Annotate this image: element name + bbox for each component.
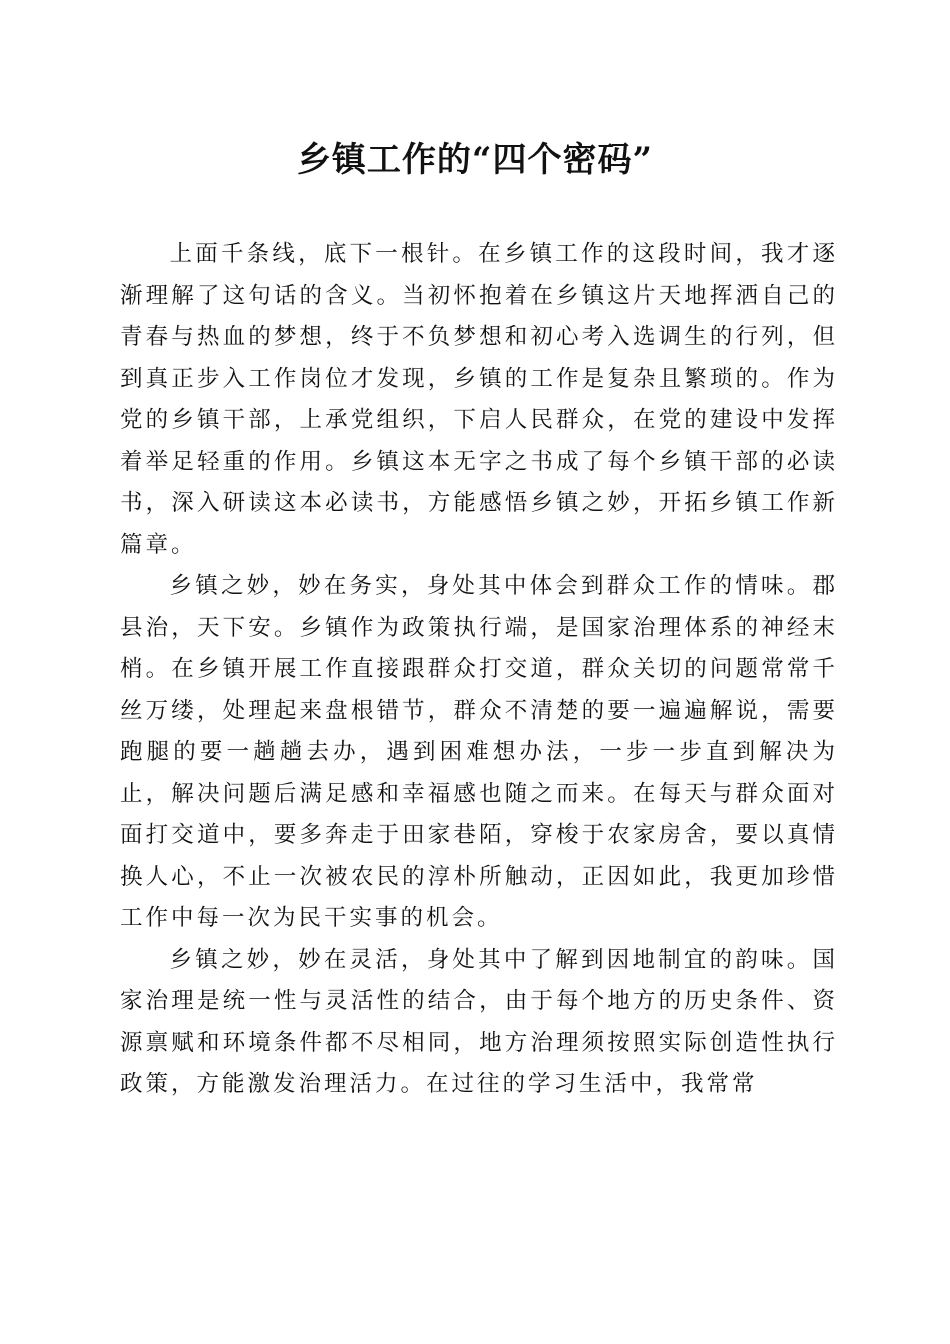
paragraph-1: 上面千条线，底下一根针。在乡镇工作的这段时间，我才逐渐理解了这句话的含义。当初怀抱着在乡镇这片天地挥洒自己的青春与热血的梦想，终于不负梦想和初心考入选调生的行列，但到真正步入工作岗位才发现，乡镇的工作是复杂且繁琐的。作为党的乡镇干部，上承党组织，下启人民群众，在党的建设中发挥着举足轻重的作用。乡镇这本无字之书成了每个乡镇干部的必读书，深入研读这本必读书，方能感悟乡镇之妙，开拓乡镇工作新篇章。 [120, 241, 838, 558]
paragraph-2: 乡镇之妙，妙在务实，身处其中体会到群众工作的情味。郡县治，天下安。乡镇作为政策执行端，是国家治理体系的神经末梢。在乡镇开展工作直接跟群众打交道，群众关切的问题常常千丝万缕，处理起来盘根错节，群众不清楚的要一遍遍解说，需要跑腿的要一趟趟去办，遇到困难想办法，一步一步直到解决为止，解决问题后满足感和幸福感也随之而来。在每天与群众面对面打交道中，要多奔走于田家巷陌，穿梭于农家房舍，要以真情换人心，不止一次被农民的淳朴所触动，正因如此，我更加珍惜工作中每一次为民干实事的机会。 [120, 573, 838, 931]
document-body [120, 234, 838, 1106]
paragraph-3: 乡镇之妙，妙在灵活，身处其中了解到因地制宜的韵味。国家治理是统一性与灵活性的结合，由于每个地方的历史条件、资源禀赋和环境条件都不尽相同，地方治理须按照实际创造性执行政策，方能激发治理活力。在过往的学习生活中，我常常 [120, 946, 838, 1097]
document-title: 乡镇工作的“四个密码” [296, 140, 654, 180]
